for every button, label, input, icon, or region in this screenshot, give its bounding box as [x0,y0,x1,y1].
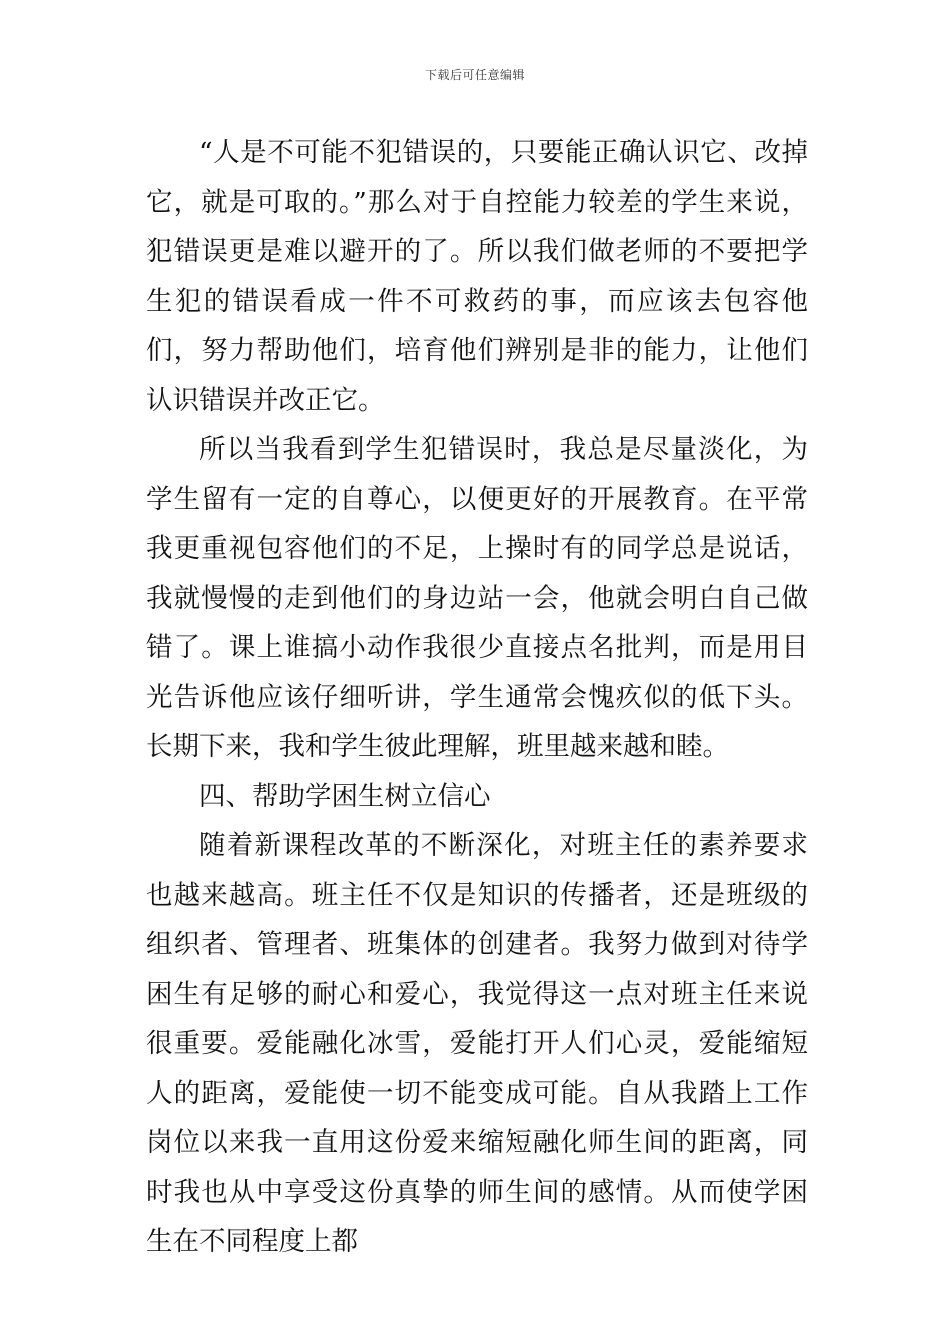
paragraph-1: “人是不可能不犯错误的，只要能正确认识它、改掉它，就是可取的。”那么对于自控能力较差的学生来说，犯错误更是难以避开的了。所以我们做老师的不要把学生犯的错误看成一件不可救药的事，而应该去包容他们，努力帮助他们，培育他们辨别是非的能力，让他们认识错误并改正它。 [146,137,808,416]
section-heading: 四、帮助学困生树立信心 [199,780,491,812]
paragraph-2: 所以当我看到学生犯错误时，我总是尽量淡化，为学生留有一定的自尊心，以便更好的开展教育。在平常我更重视包容他们的不足，上操时有的同学总是说话，我就慢慢的走到他们的身边站一会，他就会明白自己做错了。课上谁搞小动作我很少直接点名批判，而是用目光告诉他应该仔细听讲，学生通常会愧疚似的低下头。长期下来，我和学生彼此理解，班里越来越和睦。 [146,434,808,762]
paragraph-3: 随着新课程改革的不断深化，对班主任的素养要求也越来越高。班主任不仅是知识的传播者，还是班级的组织者、管理者、班集体的创建者。我努力做到对待学困生有足够的耐心和爱心，我觉得这一点对班主任来说很重要。爱能融化冰雪，爱能打开人们心灵，爱能缩短人的距离，爱能使一切不能变成可能。自从我踏上工作岗位以来我一直用这份爱来缩短融化师生间的距离，同时我也从中享受这份真挚的师生间的感情。从而使学困生在不同程度上都 [146,830,808,1257]
page-header: 下载后可任意编辑 [424,68,525,82]
document-body [146,128,808,1267]
